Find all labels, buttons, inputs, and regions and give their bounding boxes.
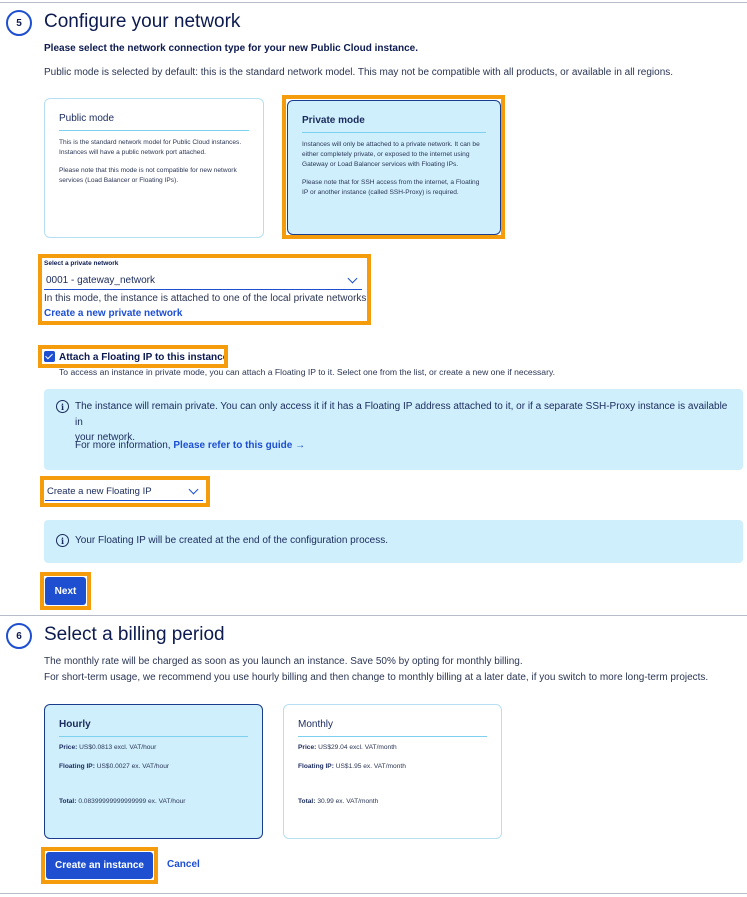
monthly-total: Total: 30.99 ex. VAT/month	[298, 798, 379, 805]
floating-ip-highlight	[38, 345, 228, 368]
floating-ip-help: To access an instance in private mode, you can attach a Floating IP to it. Select one from the list, or create a new one if necessary.	[59, 367, 555, 377]
bottom-divider	[0, 893, 747, 894]
private-network-value: 0001 - gateway_network	[46, 275, 155, 286]
monthly-price: Price: US$29.04 excl. VAT/month	[298, 744, 397, 751]
floating-ip-checkbox-label[interactable]: Attach a Floating IP to this instance	[59, 352, 229, 363]
create-instance-highlight	[41, 847, 158, 884]
floating-ip-created-text: Your Floating IP will be created at the end of the configuration process.	[75, 535, 388, 546]
network-description: Public mode is selected by default: this is the standard network model. This may not be compatible with all products, or available in all regions.	[44, 67, 674, 78]
arrow-right-icon: →	[295, 440, 306, 451]
hourly-price: Price: US$0.0813 excl. VAT/hour	[59, 744, 157, 751]
private-info-box	[44, 389, 743, 470]
private-mode-text-1: Instances will only be attached to a private network. It can be either completely private, or exposed to the internet using Gateway or Load Balancer services with Floating IPs.	[302, 141, 480, 168]
floating-ip-created-info	[44, 520, 743, 563]
top-divider	[0, 2, 747, 3]
public-mode-text-2: Please note that this mode is not compatible for new network services (Load Balancer or Floating IPs).	[59, 166, 237, 184]
step-number-badge: 6	[6, 623, 32, 649]
cancel-button[interactable]: Cancel	[167, 859, 200, 870]
create-private-network-link[interactable]: Create a new private network	[44, 308, 183, 319]
hourly-floating-ip: Floating IP: US$0.0027 ex. VAT/hour	[59, 763, 170, 770]
monthly-title: Monthly	[298, 719, 487, 737]
private-mode-title: Private mode	[302, 115, 486, 133]
next-button[interactable]: Next	[45, 577, 86, 605]
network-section-title: Configure your network	[44, 11, 241, 32]
network-subtitle: Please select the network connection type for your new Public Cloud instance.	[44, 43, 418, 54]
info-icon: i	[56, 400, 69, 413]
private-mode-highlight	[282, 95, 505, 239]
monthly-billing-card[interactable]	[283, 704, 502, 839]
info-icon: i	[56, 534, 69, 547]
public-mode-title: Public mode	[59, 113, 249, 131]
private-network-highlight	[38, 254, 371, 325]
monthly-floating-ip: Floating IP: US$1.95 ex. VAT/month	[298, 763, 406, 770]
private-info-text: The instance will remain private. You can only access it if it has a Floating IP address attached to it, or if a separate SSH-Proxy instance is available in your network.	[75, 401, 728, 443]
private-mode-text-2: Please note that for SSH access from the internet, a Floating IP or another instance (called SSH-Proxy) is required.	[302, 178, 480, 196]
hourly-title: Hourly	[59, 719, 248, 737]
public-mode-card[interactable]	[44, 98, 264, 238]
billing-line-2: For short-term usage, we recommend you use hourly billing and then change to monthly billing at a later date, if you switch to more long-term projects.	[44, 672, 709, 683]
next-button-highlight	[40, 572, 91, 610]
hourly-billing-card[interactable]	[44, 704, 263, 839]
public-mode-text-1: This is the standard network model for Public Cloud instances. Instances will have a public network port attached.	[59, 139, 242, 156]
section-divider	[0, 615, 747, 616]
private-network-label: Select a private network	[44, 260, 119, 267]
private-network-help: In this mode, the instance is attached to one of the local private networks.	[44, 293, 370, 304]
billing-line-1: The monthly rate will be charged as soon as you launch an instance. Save 50% by opting for monthly billing.	[44, 656, 523, 667]
step-number-badge: 5	[6, 10, 32, 36]
floating-ip-select-value: Create a new Floating IP	[47, 485, 152, 497]
guide-line: For more information, Please refer to this guide →	[75, 440, 306, 451]
hourly-total: Total: 0.08399999999999999 ex. VAT/hour	[59, 798, 186, 805]
floating-ip-select-highlight	[40, 476, 210, 507]
billing-section-title: Select a billing period	[44, 624, 225, 645]
guide-link[interactable]: Please refer to this guide	[173, 440, 293, 451]
create-instance-button[interactable]: Create an instance	[46, 852, 153, 879]
